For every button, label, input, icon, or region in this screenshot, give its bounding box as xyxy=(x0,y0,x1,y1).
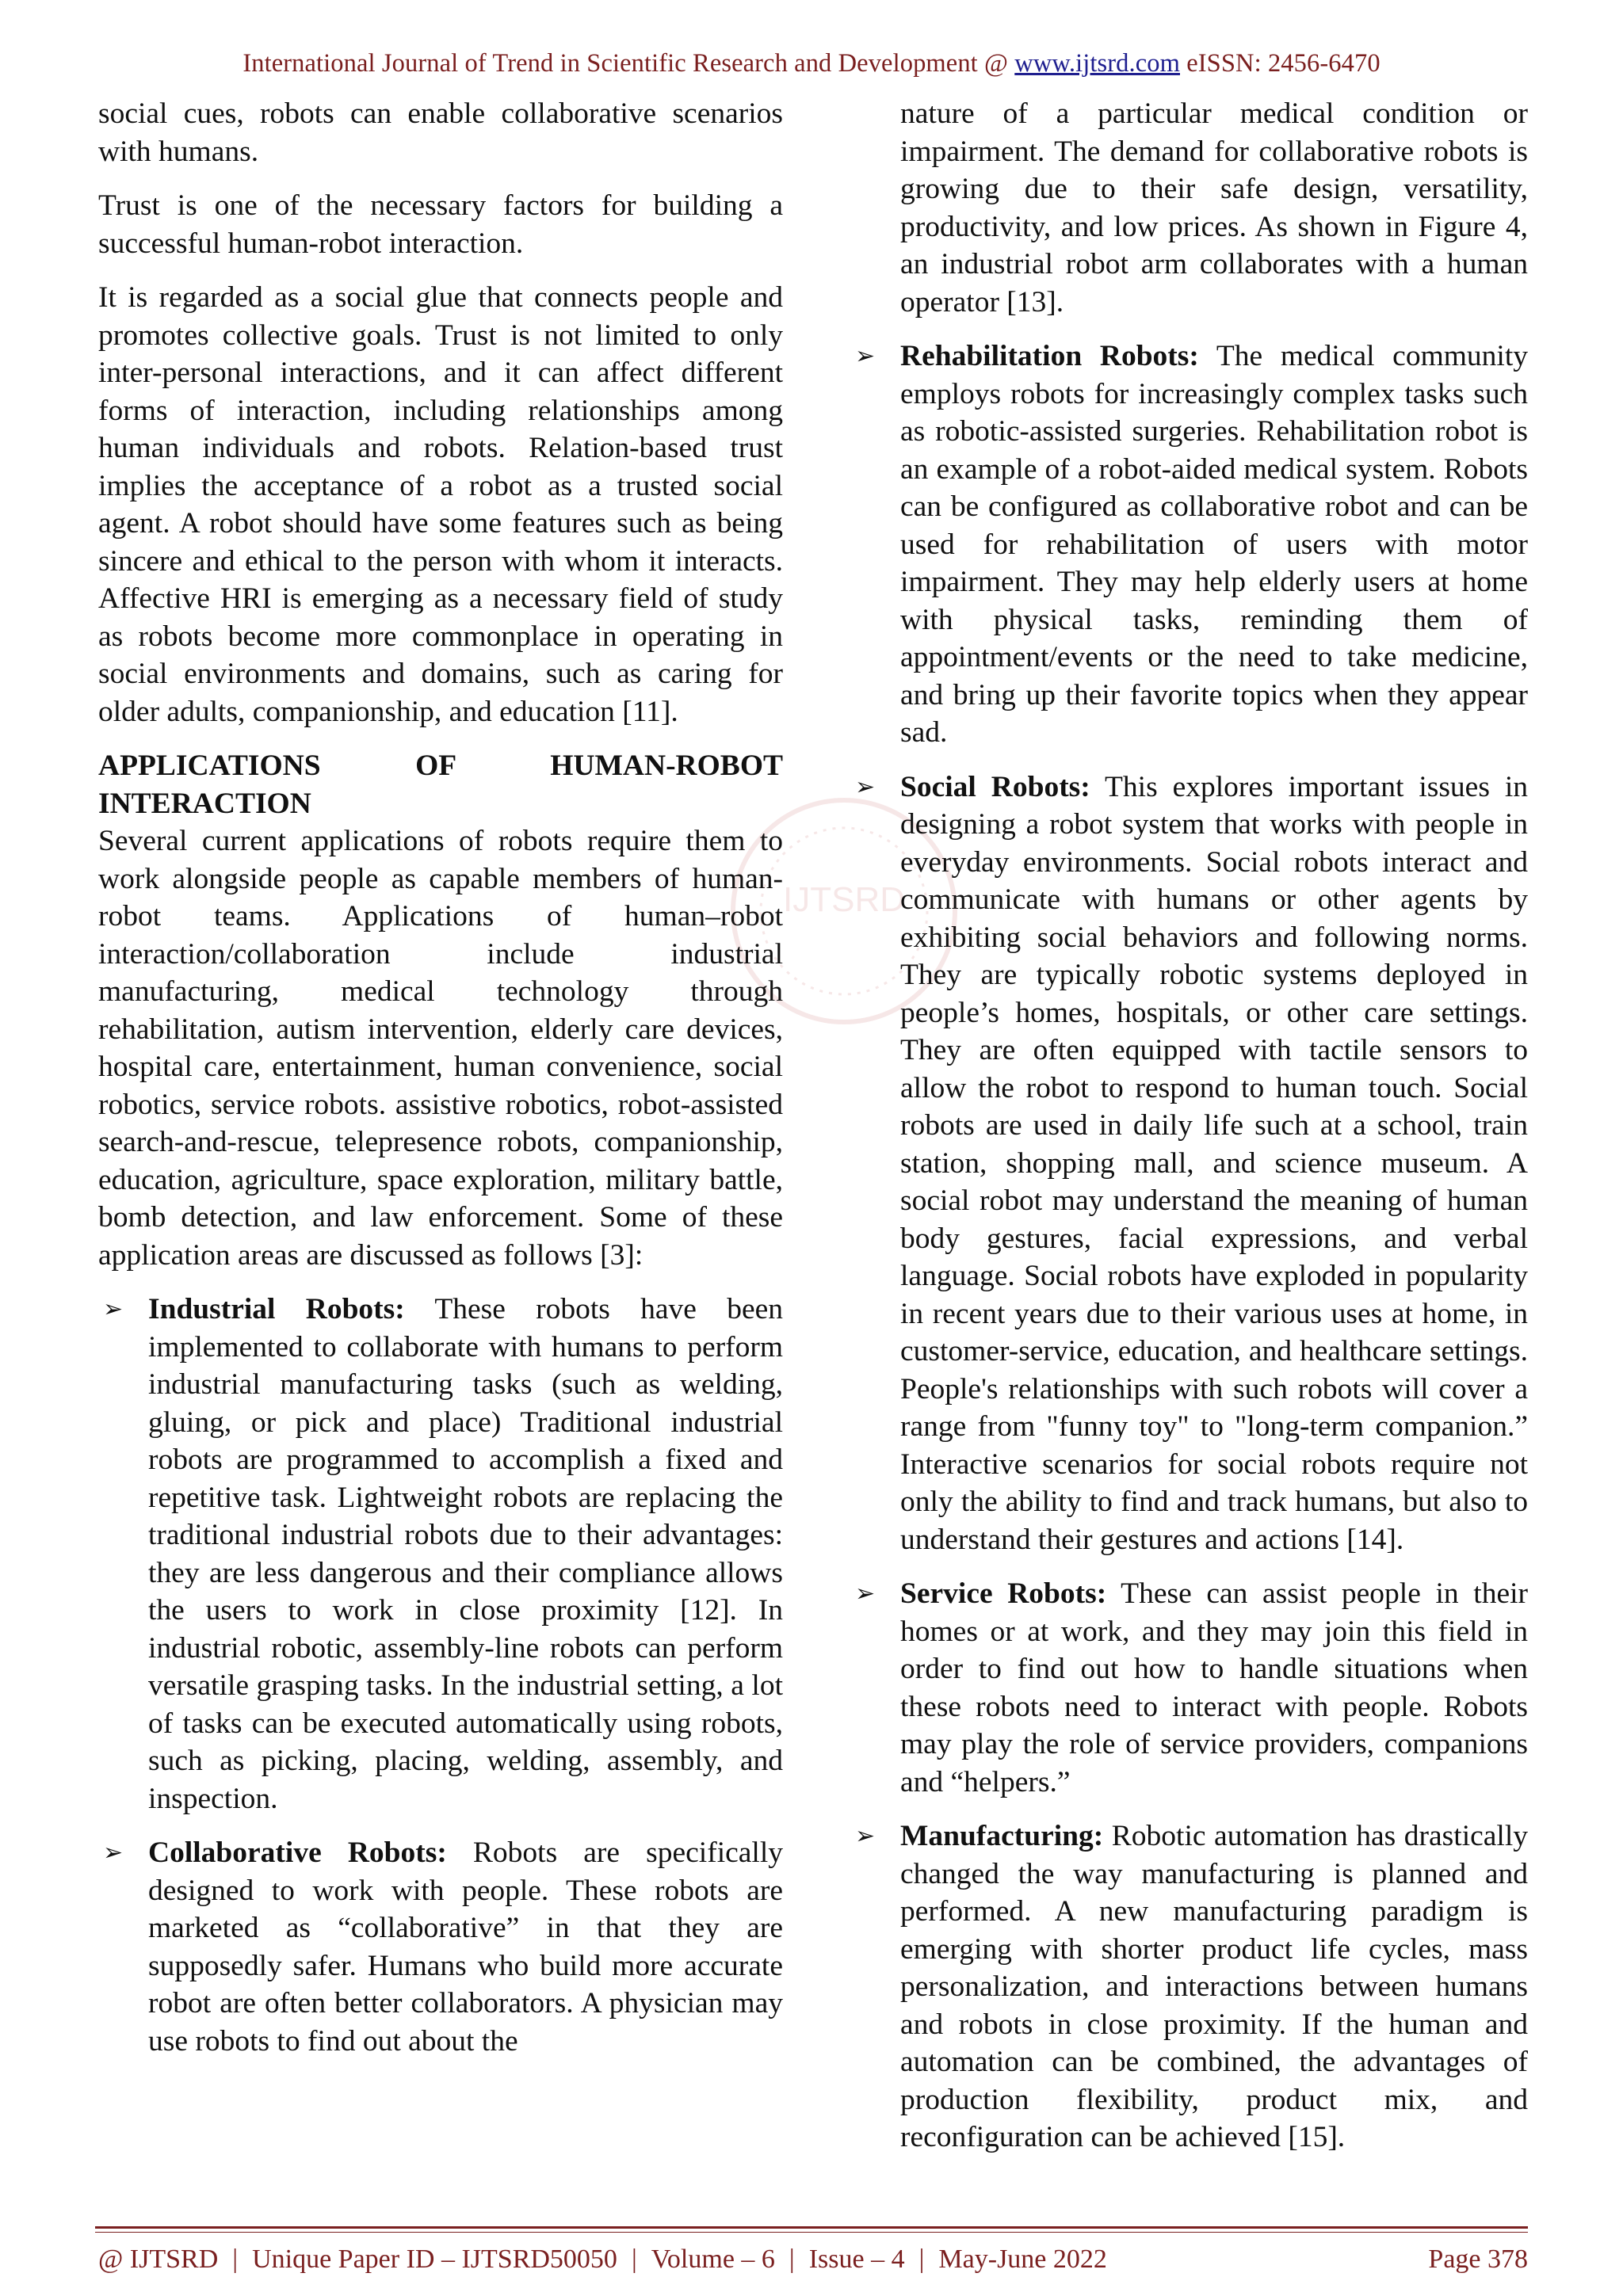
list-item xyxy=(850,1817,1528,2157)
page-number: Page 378 xyxy=(1428,2245,1528,2274)
watermark-text: IJTSRD xyxy=(783,880,905,919)
paragraph: It is regarded as a social glue that connects people and promotes collective goals. Trust is not limited to only inter-personal interactions, and it can affect different forms of interaction, including relationships among human individuals and robots. Relation-based trust implies the acceptance of a robot as a trusted social agent. A robot should have some features such as being sincere and ethical to the person with whom it interacts. Affective HRI is emerging as a necessary field of study as robots become more commonplace in operating in social environments and domains, such as caring for older adults, companionship, and education [11]. xyxy=(98,281,783,728)
running-header xyxy=(0,49,1623,78)
page-footer xyxy=(98,2245,1528,2275)
section-heading-line: INTERACTION xyxy=(98,787,311,820)
list-item-text: These can assist people in their homes or at work, and they may join this field in order to find out how to handle situations when these robots need to interact with people. Robots may play the role of service providers, companions and “helpers.” xyxy=(900,1577,1528,1798)
section-heading xyxy=(98,747,783,785)
arrow-bullet-icon: ➢ xyxy=(855,1822,876,1850)
section-heading-cont xyxy=(98,785,783,823)
header-prefix: International Journal of Trend in Scientific Research and Development @ xyxy=(242,49,1015,78)
footer-date: May-June 2022 xyxy=(938,2245,1107,2274)
arrow-bullet-icon: ➢ xyxy=(103,1295,124,1323)
list-item-title: Rehabilitation Robots: xyxy=(900,340,1199,372)
header-suffix: eISSN: 2456-6470 xyxy=(1180,49,1381,78)
footer-rule-bottom xyxy=(95,2232,1528,2233)
list-item-continued xyxy=(850,95,1528,321)
arrow-bullet-icon: ➢ xyxy=(855,1580,876,1608)
footer-journal: @ IJTSRD xyxy=(98,2245,219,2274)
footer-info: @ IJTSRD | Unique Paper ID – IJTSRD50050 | Volume – 6 | Issue – 4 | May-June 2022 xyxy=(98,2245,1107,2274)
list-item-text: This explores important issues in designing a robot system that works with people in everyday environments. Social robots interact and communicate with humans or other agents by exhibiting social behaviors and following norms. They are typically robotic systems deployed in people’s homes, hospitals, or other care settings. They are often equipped with tactile sensors to allow the robot to respond to human touch. Social robots are used in daily life such at a school, train station, shopping mall, and science museum. A social robot may understand the meaning of human body gestures, facial expressions, and verbal language. Social robots have exploded in popularity in recent years due to their various uses at home, in customer-service, education, and healthcare settings. People's relationships with such robots will cover a range from "funny toy" to "long-term companion.” Interactive scenarios for social robots require not only the ability to find and track humans, but also to understand their gestures and actions [14]. xyxy=(900,770,1529,1556)
list-item xyxy=(850,769,1528,1559)
list-item-title: Manufacturing: xyxy=(900,1820,1104,1852)
paragraph: social cues, robots can enable collaborative scenarios with humans. xyxy=(98,97,783,168)
arrow-bullet-icon: ➢ xyxy=(855,772,876,801)
list-item-title: Social Robots: xyxy=(900,770,1090,803)
list-item-title: Industrial Robots: xyxy=(148,1293,405,1325)
list-item xyxy=(850,1575,1528,1801)
left-column xyxy=(98,95,783,2077)
footer-rule-top xyxy=(95,2226,1528,2229)
list-item xyxy=(98,1834,783,2060)
footer-issue: Issue – 4 xyxy=(808,2245,905,2274)
paragraph: Several current applications of robots require them to work alongside people as capable members of human-robot teams. Applications of human–robot interaction/collaboration include industrial manufacturing, medical technology through rehabilitation, autism intervention, elderly care devices, hospital care, entertainment, human convenience, social robotics, service robots. assistive robotics, robot-assisted search-and-rescue, telepresence robots, companionship, education, agriculture, space exploration, military battle, bomb detection, and law enforcement. Some of these application areas are discussed as follows [3]: xyxy=(98,825,783,1272)
arrow-bullet-icon: ➢ xyxy=(103,1839,124,1867)
list-item-text: These robots have been implemented to collaborate with humans to perform industrial manufacturing tasks (such as welding, gluing, or pick and place) Traditional industrial robots are programmed to accomplish a fixed and repetitive task. Lightweight robots are replacing the traditional industrial robots due to their advantages: they are less dangerous and their compliance allows the users to work in close proximity [12]. In industrial robotic, assembly-line robots can perform versatile grasping tasks. In the industrial setting, a lot of tasks can be executed automatically using robots, such as picking, placing, welding, assembly, and inspection. xyxy=(148,1293,783,1815)
list-item-text: Robots are specifically designed to work with people. These robots are marketed as “collaborative” in that they are supposedly safer. Humans who build more accurate robot are often better collaborators. A physician may use robots to find out about the xyxy=(148,1836,783,2058)
footer-paper-id: Unique Paper ID – IJTSRD50050 xyxy=(252,2245,617,2274)
list-item-text: Robotic automation has drastically changed the way manufacturing is planned and performed. A new manufacturing paradigm is emerging with shorter product life cycles, mass personalization, and interactions between humans and robots in close proximity. If the human and automation can be combined, the advantages of production flexibility, product mix, and reconfiguration can be achieved [15]. xyxy=(900,1820,1528,2153)
list-item xyxy=(850,338,1528,752)
journal-website-link[interactable]: www.ijtsrd.com xyxy=(1014,49,1180,78)
right-column xyxy=(850,95,1528,2173)
section-heading-line: APPLICATIONS OF HUMAN-ROBOT xyxy=(98,749,783,782)
list-item xyxy=(98,1291,783,1817)
list-item-text: The medical community employs robots for increasingly complex tasks such as robotic-assisted surgeries. Rehabilitation robot is an example of a robot-aided medical system. Robots can be configured as collaborative robot and can be used for rehabilitation of users with motor impairment. They may help elderly users at home with physical tasks, reminding them of appointment/events or the need to take medicine, and bring up their favorite topics when they appear sad. xyxy=(900,340,1528,749)
list-item-text: nature of a particular medical condition or impairment. The demand for collaborative robots is growing due to their safe design, versatility, productivity, and low prices. As shown in Figure 4, an industrial robot arm collaborates with a human operator [13]. xyxy=(900,97,1528,318)
paragraph: Trust is one of the necessary factors for building a successful human-robot interaction. xyxy=(98,189,783,260)
list-item-title: Service Robots: xyxy=(900,1577,1107,1610)
arrow-bullet-icon: ➢ xyxy=(855,342,876,370)
footer-volume: Volume – 6 xyxy=(651,2245,775,2274)
list-item-title: Collaborative Robots: xyxy=(148,1836,447,1869)
